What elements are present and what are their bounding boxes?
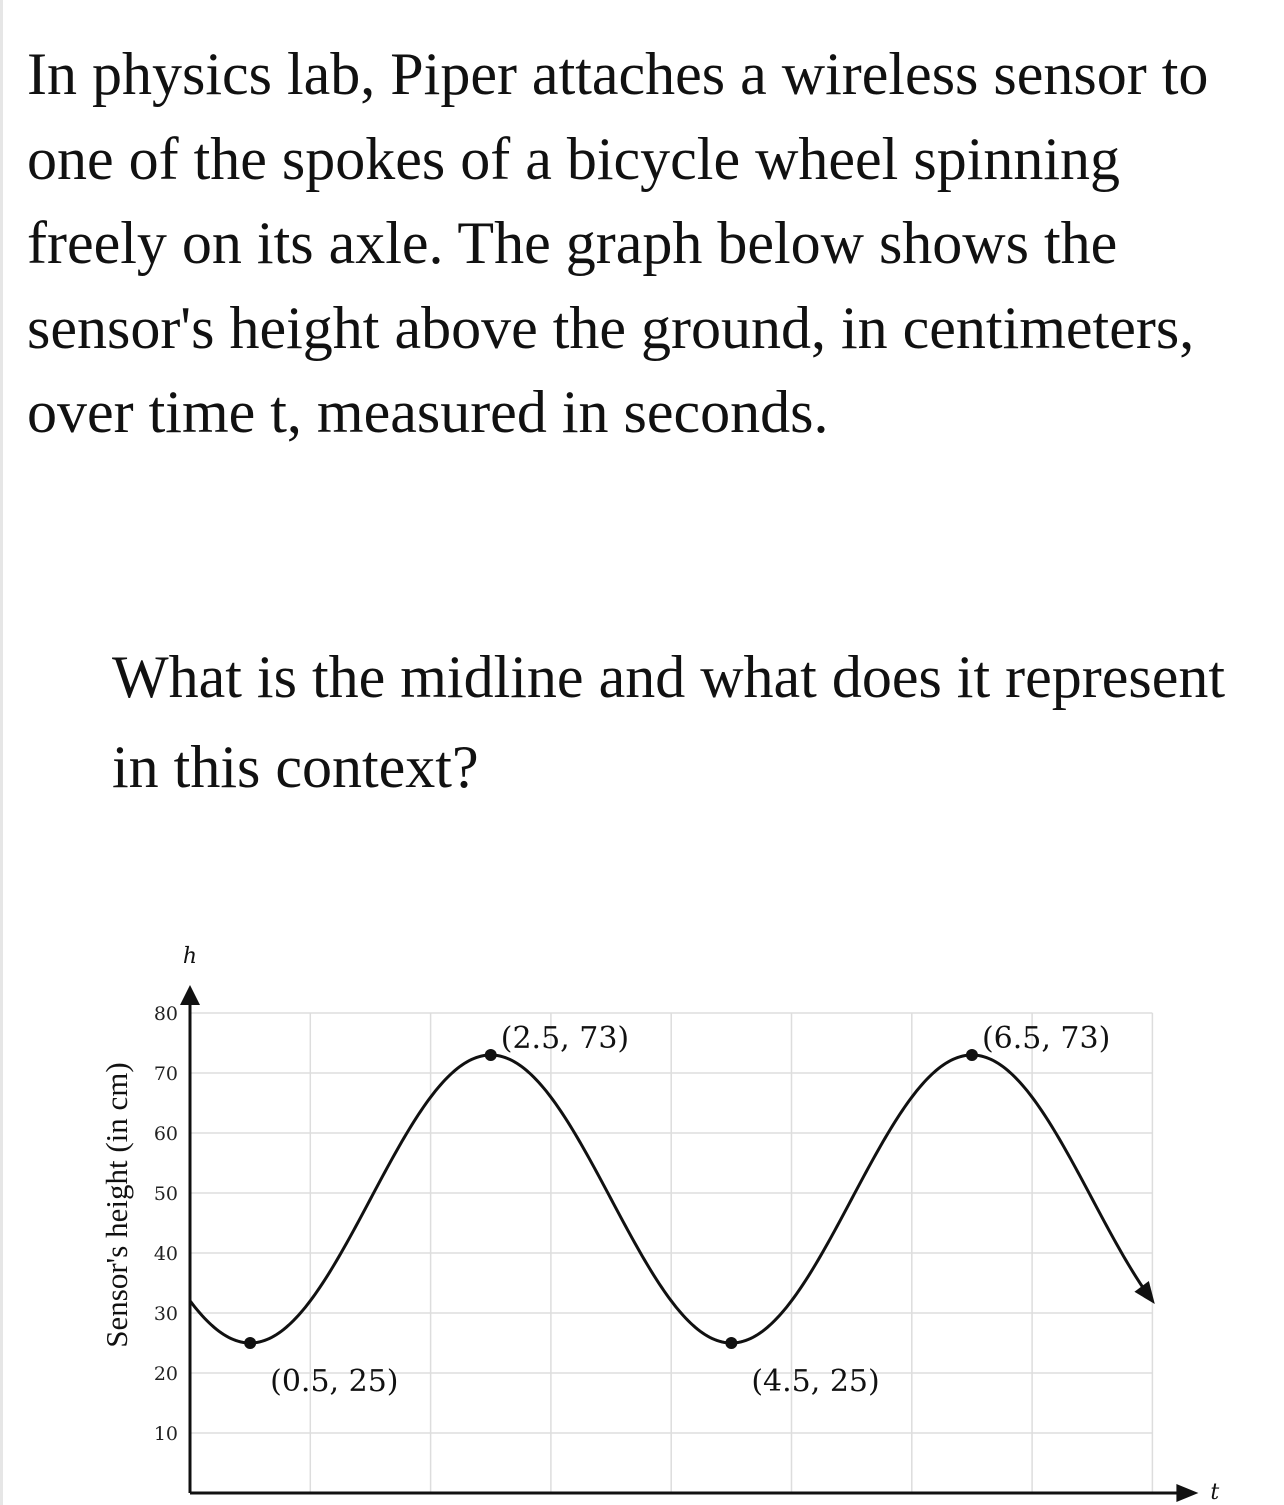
y-tick-label: 40 [153,1243,178,1265]
key-point-marker [244,1337,256,1349]
y-axis-variable-label: h [182,944,198,969]
y-tick-labels [154,1003,178,1445]
grid-lines [190,1013,1152,1493]
key-point-label: (6.5, 73) [981,1021,1111,1056]
key-points [244,1021,1110,1399]
x-axis-variable-label: t [1210,1480,1220,1505]
key-point-label: (4.5, 25) [751,1364,880,1399]
key-point-marker [725,1337,737,1349]
question-prompt: What is the midline and what does it represent in this context? [112,644,1226,800]
key-point-label: (0.5, 25) [270,1364,399,1399]
key-point-marker [966,1049,978,1061]
y-tick-label: 80 [153,1003,178,1025]
y-tick-label: 20 [153,1363,178,1385]
y-tick-label: 50 [153,1183,178,1205]
x-axis-arrowhead [1176,1484,1198,1502]
y-axis-title: Sensor's height (in cm) [99,1062,134,1348]
key-point-label: (2.5, 73) [500,1021,630,1056]
problem-statement: In physics lab, Piper attaches a wireless sensor to one of the spokes of a bicycle wheel spinning freely on its axle. The graph below shows the sensor's height above the ground, in centimeters, over time t, measured in seconds. [27,41,1209,445]
y-tick-label: 70 [153,1063,178,1085]
y-tick-label: 30 [153,1303,178,1325]
y-axis-arrowhead [180,985,200,1005]
key-point-marker [485,1049,497,1061]
y-tick-label: 10 [153,1423,178,1445]
y-tick-label: 60 [153,1123,178,1145]
